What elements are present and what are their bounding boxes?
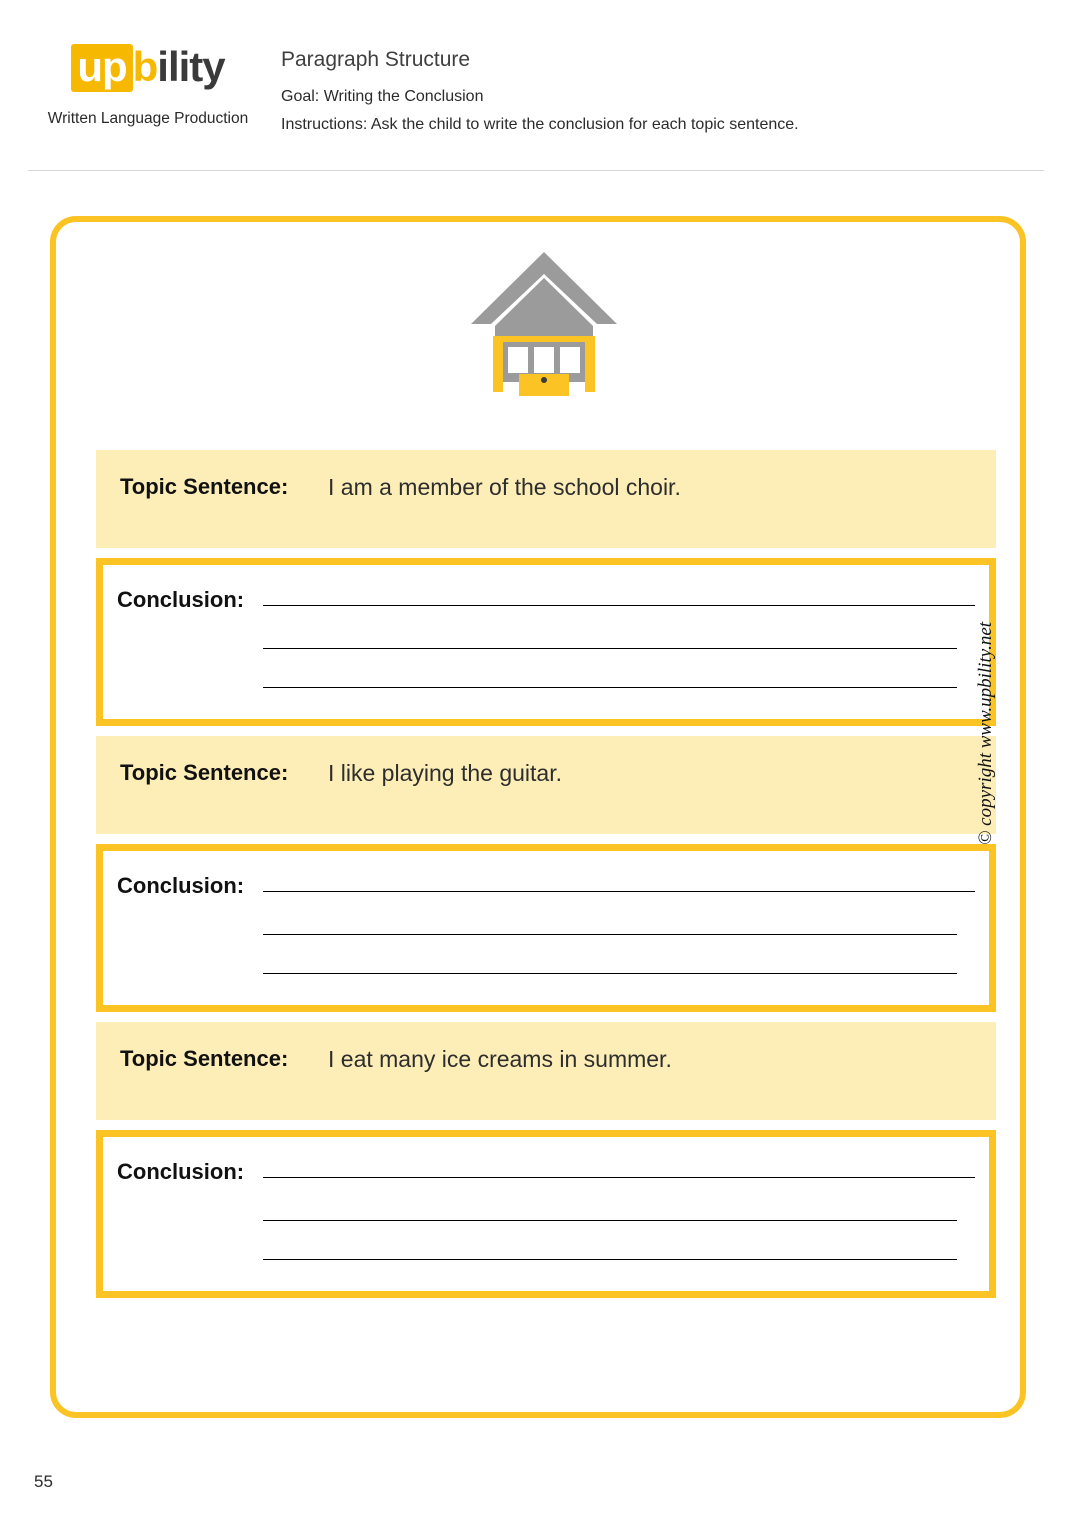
writing-lines[interactable] xyxy=(263,891,975,974)
conclusion-answer-box[interactable] xyxy=(96,844,996,1012)
goal-text: Goal: Writing the Conclusion xyxy=(281,88,484,105)
conclusion-label: Conclusion: xyxy=(117,873,245,898)
page-header xyxy=(0,0,1072,172)
copyright-notice: © copyright www.upbility.net xyxy=(975,621,996,845)
brand-block xyxy=(28,44,268,128)
conclusion-answer-box[interactable] xyxy=(96,1130,996,1298)
writing-lines[interactable] xyxy=(263,1177,975,1260)
writing-lines[interactable] xyxy=(263,605,975,688)
page-number: 55 xyxy=(34,1472,53,1491)
header-text-block xyxy=(281,48,799,134)
page-title: Paragraph Structure xyxy=(281,48,471,71)
writing-line[interactable] xyxy=(263,1259,957,1260)
topic-sentence-text: I am a member of the school choir. xyxy=(328,474,681,500)
topic-sentence-row xyxy=(96,736,996,834)
logo-up-mark: up xyxy=(71,44,132,92)
conclusion-answer-box[interactable] xyxy=(96,558,996,726)
school-building-icon xyxy=(469,248,619,400)
topic-sentence-text: I like playing the guitar. xyxy=(328,760,562,786)
conclusion-label: Conclusion: xyxy=(117,587,245,612)
topic-sentence-label: Topic Sentence: xyxy=(120,760,289,785)
brand-subtitle: Written Language Production xyxy=(47,110,249,127)
logo-ility-mark: ility xyxy=(157,43,225,90)
header-divider xyxy=(28,170,1044,171)
topic-sentence-row xyxy=(96,450,996,548)
topic-sentence-label: Topic Sentence: xyxy=(120,474,289,499)
writing-line[interactable] xyxy=(263,973,957,974)
topic-sentence-row xyxy=(96,1022,996,1120)
exercise-blocks xyxy=(96,450,996,1308)
conclusion-label: Conclusion: xyxy=(117,1159,245,1184)
logo-b-mark: b xyxy=(132,43,158,90)
icon-container xyxy=(56,248,1032,400)
worksheet-frame xyxy=(50,216,1026,1418)
upbility-logo xyxy=(71,44,224,92)
instructions-text: Instructions: Ask the child to write the conclusion for each topic sentence. xyxy=(281,116,799,133)
writing-line[interactable] xyxy=(263,687,957,688)
topic-sentence-label: Topic Sentence: xyxy=(120,1046,289,1071)
topic-sentence-text: I eat many ice creams in summer. xyxy=(328,1046,672,1072)
